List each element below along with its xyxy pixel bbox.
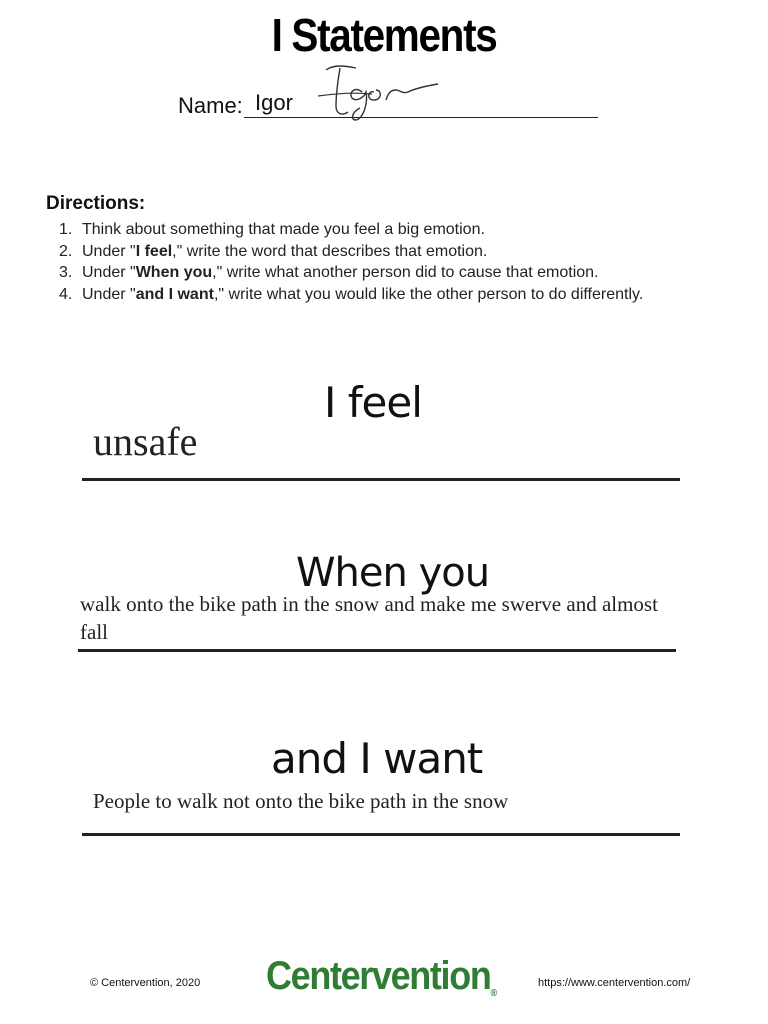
handwritten-signature <box>312 62 447 122</box>
when-you-answer-line <box>78 649 676 652</box>
i-feel-answer[interactable]: unsafe <box>93 419 198 464</box>
direction-text: Under " <box>82 242 136 260</box>
name-input[interactable]: Igor <box>255 90 293 115</box>
direction-text: Think about something that made you feel a big emotion. <box>82 221 485 238</box>
direction-number: 2. <box>59 242 73 260</box>
direction-text: ," write what another person did to cause that emotion. <box>212 264 599 281</box>
and-i-want-answer[interactable]: People to walk not onto the bike path in the snow <box>93 789 509 813</box>
direction-keyword: I feel <box>135 242 173 260</box>
copyright-notice: © Centervention, 2020 <box>90 977 201 989</box>
direction-item <box>59 284 643 306</box>
directions-list <box>59 219 643 305</box>
direction-text: Under " <box>82 264 136 281</box>
direction-text: ," write what you would like the other person to do differently. <box>213 285 644 303</box>
directions-heading: Directions: <box>46 193 146 214</box>
when-you-label: When you <box>296 550 490 596</box>
direction-text: Under " <box>82 285 136 303</box>
direction-item <box>59 262 643 284</box>
direction-number: 1. <box>59 221 73 238</box>
direction-keyword: and I want <box>135 285 214 303</box>
direction-item <box>59 219 643 241</box>
page-title: I Statements <box>271 9 497 61</box>
i-feel-label: I feel <box>324 378 422 427</box>
and-i-want-label: and I want <box>271 734 483 783</box>
i-feel-answer-line <box>82 478 680 481</box>
name-label: Name: <box>178 93 243 118</box>
centervention-logo <box>266 954 497 999</box>
logo-text: Centervention <box>266 954 491 998</box>
when-you-answer[interactable]: walk onto the bike path in the snow and make me swerve and almost fall <box>80 592 658 644</box>
direction-keyword: When you <box>135 264 213 281</box>
direction-number: 4. <box>59 285 73 303</box>
and-i-want-answer-line <box>82 833 680 836</box>
direction-number: 3. <box>59 264 73 281</box>
direction-text: ," write the word that describes that emotion. <box>172 242 488 260</box>
registered-mark: ® <box>490 988 498 999</box>
website-url[interactable]: https://www.centervention.com/ <box>538 977 691 989</box>
direction-item <box>59 241 643 263</box>
